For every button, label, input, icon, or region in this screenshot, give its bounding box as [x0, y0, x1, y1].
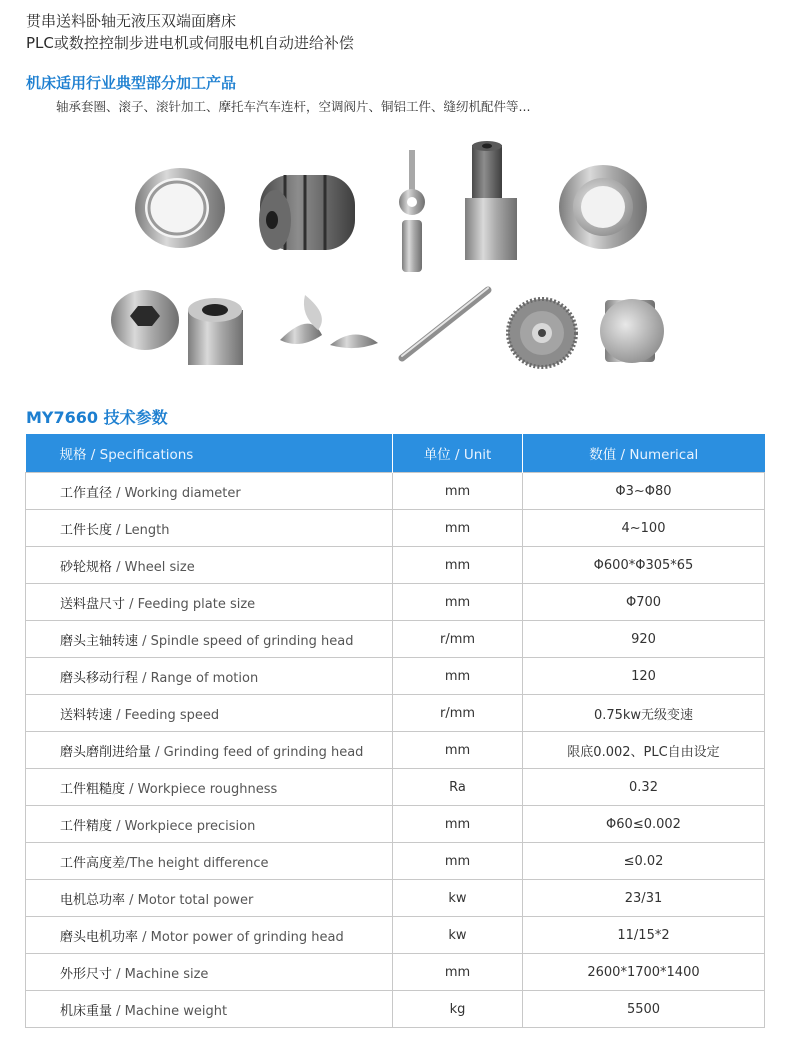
applications-title: 机床适用行业典型部分加工产品 [26, 74, 237, 92]
spec-value-cell: 0.32 [523, 769, 765, 806]
table-row [26, 658, 765, 695]
spec-unit-cell: r/mm [393, 621, 523, 658]
spec-name-en: / Spindle speed of grinding head [138, 633, 354, 649]
square-shaft-part-image [465, 141, 517, 260]
header-numerical: 数值 / Numerical [523, 434, 765, 473]
serrated-disc-image [508, 299, 576, 367]
spec-name-cell [26, 843, 393, 880]
spec-name-cell [26, 917, 393, 954]
spec-name-cell [26, 806, 393, 843]
intro [26, 10, 354, 54]
spec-name-cell [26, 658, 393, 695]
spec-value-cell: 5500 [523, 991, 765, 1028]
table-row [26, 510, 765, 547]
table-row [26, 473, 765, 510]
spec-name-cell [26, 769, 393, 806]
woodruff-keys-image [280, 295, 378, 348]
spec-name-en: /The height difference [125, 855, 269, 871]
spec-value-cell: Φ700 [523, 584, 765, 621]
spec-unit-cell: mm [393, 732, 523, 769]
table-row [26, 917, 765, 954]
spec-name-cn: 工件高度差 [60, 855, 126, 871]
spec-value-cell: 限底0.002、PLC自由设定 [523, 732, 765, 769]
spec-name-cn: 电机总功率 [60, 892, 126, 908]
intro-line-2: PLC或数控控制步进电机或伺服电机自动进给补偿 [26, 34, 354, 52]
spec-name-en: / Grinding feed of grinding head [151, 744, 364, 760]
spec-unit-cell: kw [393, 917, 523, 954]
spec-name-cell [26, 621, 393, 658]
spec-unit-cell: mm [393, 510, 523, 547]
spec-value-cell: 0.75kw无级变速 [523, 695, 765, 732]
spec-name-cn: 工作直径 [60, 485, 113, 501]
spec-name-cn: 外形尺寸 [60, 966, 113, 982]
table-row [26, 584, 765, 621]
spec-unit-cell: mm [393, 473, 523, 510]
spec-name-cn: 送料盘尺寸 [60, 596, 126, 612]
large-ring-image [559, 165, 647, 249]
specs-title: MY7660 技术参数 [26, 408, 168, 427]
connecting-rod-image [399, 150, 425, 272]
spec-unit-cell: mm [393, 843, 523, 880]
spec-name-en: / Motor power of grinding head [138, 929, 344, 945]
spec-name-en: / Machine weight [112, 1003, 228, 1019]
spec-unit-cell: Ra [393, 769, 523, 806]
spec-name-en: / Machine size [112, 966, 209, 982]
spec-value-cell: Φ3~Φ80 [523, 473, 765, 510]
table-row [26, 732, 765, 769]
spec-unit-cell: mm [393, 806, 523, 843]
table-row [26, 547, 765, 584]
table-row [26, 695, 765, 732]
spec-name-cn: 磨头移动行程 [60, 670, 139, 686]
spec-unit-cell: mm [393, 584, 523, 621]
spec-value-cell: ≤0.02 [523, 843, 765, 880]
spec-name-en: / Range of motion [138, 670, 259, 686]
spec-unit-cell: mm [393, 658, 523, 695]
spec-name-en: / Motor total power [125, 892, 254, 908]
spec-value-cell: 920 [523, 621, 765, 658]
spec-name-cell [26, 954, 393, 991]
spec-unit-cell: kg [393, 991, 523, 1028]
spec-name-en: / Working diameter [112, 485, 241, 501]
specs-table [25, 434, 765, 1028]
spec-name-cell [26, 584, 393, 621]
table-row [26, 954, 765, 991]
spec-value-cell: 11/15*2 [523, 917, 765, 954]
spec-name-cell [26, 473, 393, 510]
spec-value-cell: 23/31 [523, 880, 765, 917]
spec-unit-cell: kw [393, 880, 523, 917]
spec-name-en: / Workpiece precision [112, 818, 256, 834]
spec-unit-cell: mm [393, 954, 523, 991]
spec-name-en: / Wheel size [112, 559, 195, 575]
table-row [26, 806, 765, 843]
sleeve-image [188, 298, 243, 365]
spec-value-cell: 120 [523, 658, 765, 695]
header-specifications: 规格 / Specifications [26, 434, 393, 473]
table-row [26, 843, 765, 880]
spec-unit-cell: mm [393, 547, 523, 584]
hex-bushing-image [111, 290, 179, 350]
spec-name-en: / Feeding plate size [125, 596, 256, 612]
spec-name-en: / Length [112, 522, 170, 538]
spec-name-cell [26, 695, 393, 732]
applications-description: 轴承套圈、滚子、滚针加工、摩托车汽车连杆，空调阀片、铜铝工件、缝纫机配件等... [56, 99, 531, 114]
spec-name-cn: 磨头磨削进给量 [60, 744, 152, 760]
product-gallery [0, 130, 788, 390]
spec-name-cn: 磨头主轴转速 [60, 633, 139, 649]
spec-name-cn: 砂轮规格 [60, 559, 113, 575]
spec-value-cell: Φ600*Φ305*65 [523, 547, 765, 584]
spec-name-cn: 磨头电机功率 [60, 929, 139, 945]
spec-unit-cell: r/mm [393, 695, 523, 732]
spec-name-cn: 工件长度 [60, 522, 113, 538]
spec-name-cell [26, 991, 393, 1028]
spec-name-en: / Feeding speed [112, 707, 220, 723]
spec-value-cell: 2600*1700*1400 [523, 954, 765, 991]
spec-name-cn: 送料转速 [60, 707, 113, 723]
table-row [26, 880, 765, 917]
spec-name-cn: 工件粗糙度 [60, 781, 126, 797]
spec-name-en: / Workpiece roughness [125, 781, 278, 797]
bearing-ring-image [135, 168, 225, 248]
spec-name-cn: 机床重量 [60, 1003, 113, 1019]
needle-pin-image [402, 288, 488, 358]
product-gallery-illustration [0, 130, 788, 390]
specs-body [26, 473, 765, 1028]
table-row [26, 621, 765, 658]
spec-name-cell [26, 732, 393, 769]
spec-name-cell [26, 547, 393, 584]
intro-line-1: 贯串送料卧轴无液压双端面磨床 [26, 12, 237, 30]
specs-header-row [26, 434, 765, 473]
header-unit: 单位 / Unit [393, 434, 523, 473]
spec-value-cell: 4~100 [523, 510, 765, 547]
cylinder-roller-image [600, 299, 664, 363]
spec-name-cell [26, 510, 393, 547]
spec-value-cell: Φ60≤0.002 [523, 806, 765, 843]
spec-name-cell [26, 880, 393, 917]
table-row [26, 769, 765, 806]
grooved-roller-image [259, 175, 355, 250]
spec-name-cn: 工件精度 [60, 818, 113, 834]
table-row [26, 991, 765, 1028]
